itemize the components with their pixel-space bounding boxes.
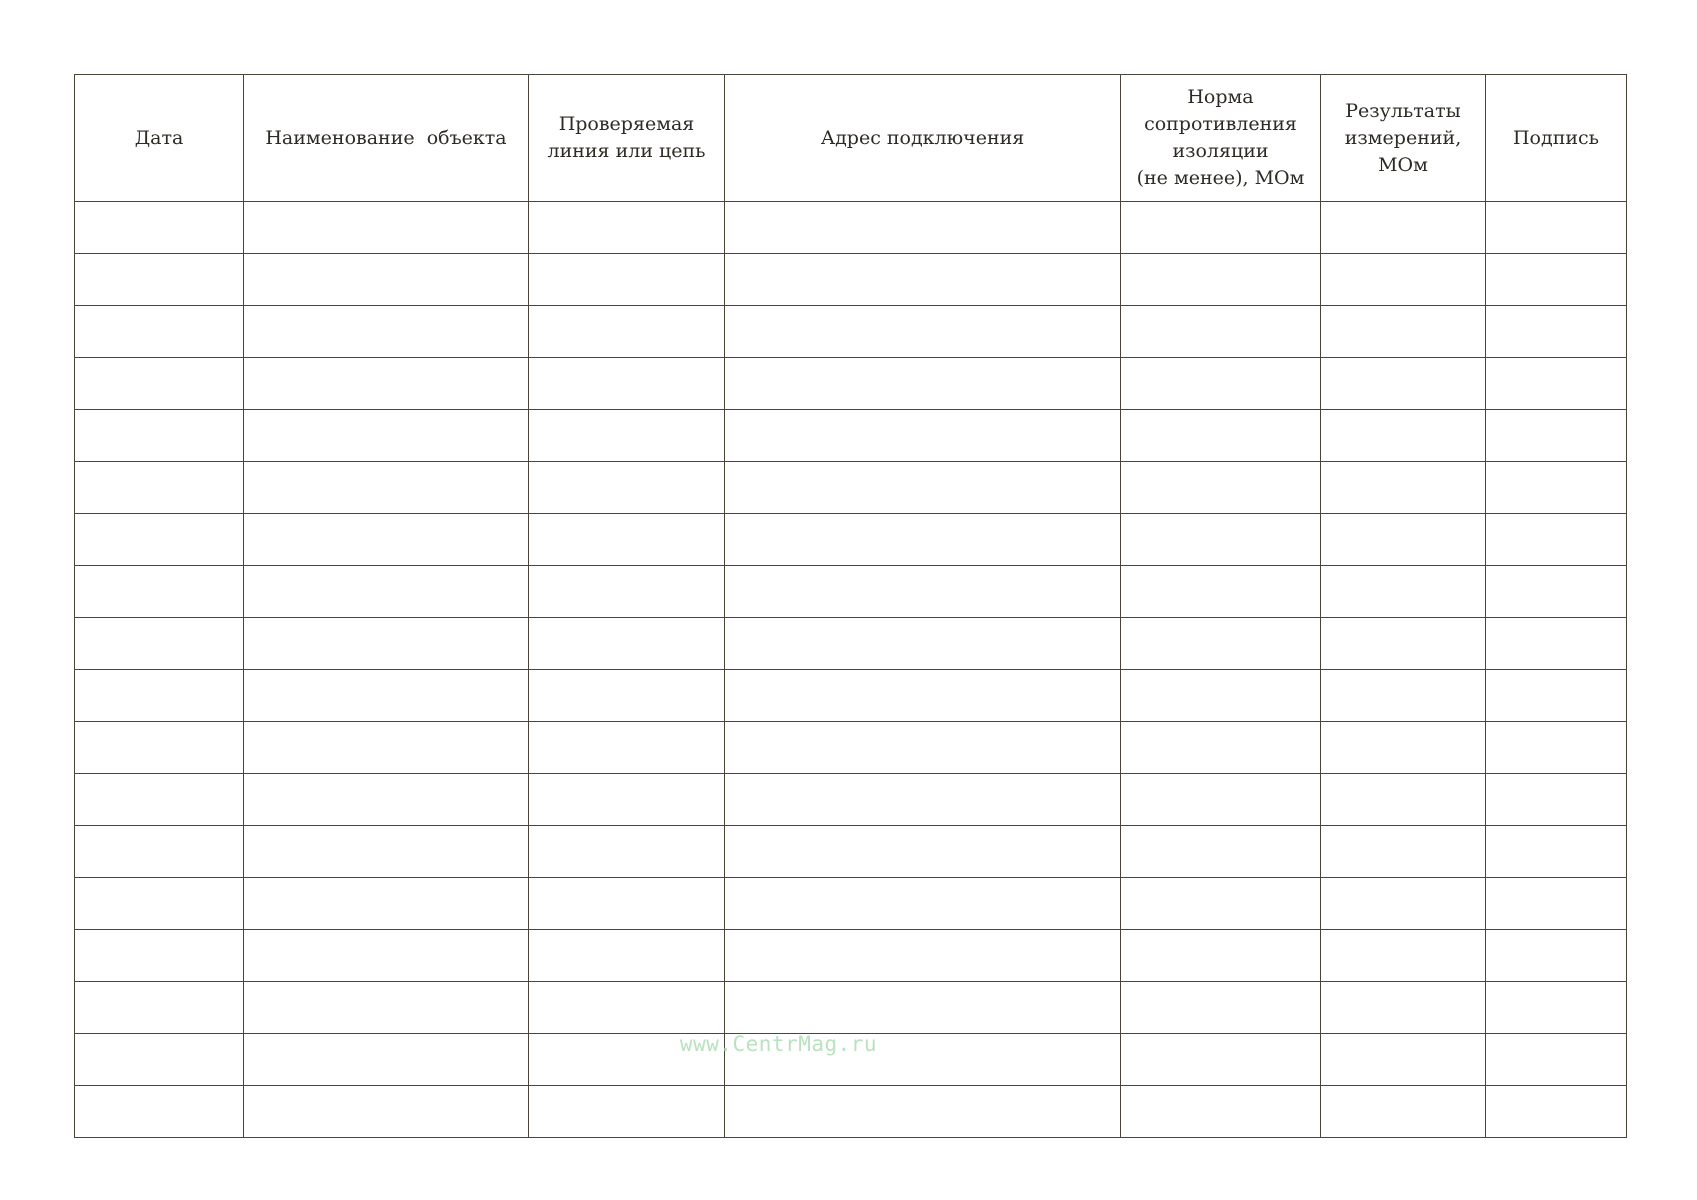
cell-connection-address[interactable]: [725, 202, 1121, 254]
header-checked-line: Проверяемая линия или цепь: [529, 75, 725, 202]
cell-object-name[interactable]: [244, 618, 529, 670]
header-object-name: Наименование объекта: [244, 75, 529, 202]
cell-measurement-results[interactable]: [1321, 566, 1486, 618]
cell-date[interactable]: [75, 462, 244, 514]
cell-connection-address[interactable]: [725, 722, 1121, 774]
cell-date[interactable]: [75, 410, 244, 462]
cell-date[interactable]: [75, 826, 244, 878]
cell-connection-address[interactable]: [725, 514, 1121, 566]
cell-connection-address[interactable]: [725, 774, 1121, 826]
cell-insulation-norm[interactable]: [1121, 774, 1321, 826]
cell-checked-line[interactable]: [529, 670, 725, 722]
cell-insulation-norm[interactable]: [1121, 410, 1321, 462]
table-row: [75, 462, 1627, 514]
cell-connection-address[interactable]: [725, 254, 1121, 306]
cell-signature[interactable]: [1486, 774, 1627, 826]
cell-date[interactable]: [75, 254, 244, 306]
cell-insulation-norm[interactable]: [1121, 254, 1321, 306]
cell-measurement-results[interactable]: [1321, 982, 1486, 1034]
table-row: [75, 514, 1627, 566]
cell-connection-address[interactable]: [725, 462, 1121, 514]
cell-insulation-norm[interactable]: [1121, 618, 1321, 670]
cell-connection-address[interactable]: [725, 410, 1121, 462]
header-connection-address: Адрес подключения: [725, 75, 1121, 202]
cell-object-name[interactable]: [244, 826, 529, 878]
cell-checked-line[interactable]: [529, 774, 725, 826]
table-row: [75, 722, 1627, 774]
cell-checked-line[interactable]: [529, 410, 725, 462]
header-measurement-results: Результаты измерений, МОм: [1321, 75, 1486, 202]
cell-object-name[interactable]: [244, 982, 529, 1034]
cell-insulation-norm[interactable]: [1121, 930, 1321, 982]
cell-object-name[interactable]: [244, 306, 529, 358]
cell-insulation-norm[interactable]: [1121, 878, 1321, 930]
cell-signature[interactable]: [1486, 982, 1627, 1034]
cell-measurement-results[interactable]: [1321, 826, 1486, 878]
insulation-measurement-table: [74, 74, 1627, 1138]
cell-date[interactable]: [75, 202, 244, 254]
cell-connection-address[interactable]: [725, 878, 1121, 930]
cell-signature[interactable]: [1486, 1034, 1627, 1086]
cell-checked-line[interactable]: [529, 722, 725, 774]
cell-signature[interactable]: [1486, 930, 1627, 982]
cell-measurement-results[interactable]: [1321, 202, 1486, 254]
header-date: Дата: [75, 75, 244, 202]
cell-insulation-norm[interactable]: [1121, 566, 1321, 618]
cell-measurement-results[interactable]: [1321, 410, 1486, 462]
cell-object-name[interactable]: [244, 878, 529, 930]
cell-signature[interactable]: [1486, 306, 1627, 358]
cell-checked-line[interactable]: [529, 826, 725, 878]
cell-date[interactable]: [75, 566, 244, 618]
cell-insulation-norm[interactable]: [1121, 358, 1321, 410]
table-row: [75, 358, 1627, 410]
cell-checked-line[interactable]: [529, 618, 725, 670]
cell-object-name[interactable]: [244, 462, 529, 514]
cell-measurement-results[interactable]: [1321, 254, 1486, 306]
cell-object-name[interactable]: [244, 1034, 529, 1086]
cell-checked-line[interactable]: [529, 982, 725, 1034]
cell-signature[interactable]: [1486, 618, 1627, 670]
cell-checked-line[interactable]: [529, 930, 725, 982]
cell-signature[interactable]: [1486, 514, 1627, 566]
cell-measurement-results[interactable]: [1321, 358, 1486, 410]
table-row: [75, 202, 1627, 254]
cell-object-name[interactable]: [244, 254, 529, 306]
cell-connection-address[interactable]: [725, 670, 1121, 722]
cell-signature[interactable]: [1486, 826, 1627, 878]
cell-date[interactable]: [75, 618, 244, 670]
cell-measurement-results[interactable]: [1321, 618, 1486, 670]
table-row: [75, 1034, 1627, 1086]
cell-date[interactable]: [75, 1034, 244, 1086]
cell-date[interactable]: [75, 878, 244, 930]
cell-date[interactable]: [75, 774, 244, 826]
table-row: [75, 982, 1627, 1034]
cell-date[interactable]: [75, 670, 244, 722]
cell-checked-line[interactable]: [529, 878, 725, 930]
cell-date[interactable]: [75, 358, 244, 410]
cell-object-name[interactable]: [244, 202, 529, 254]
cell-measurement-results[interactable]: [1321, 670, 1486, 722]
table-row: [75, 826, 1627, 878]
table-row: [75, 410, 1627, 462]
cell-signature[interactable]: [1486, 462, 1627, 514]
cell-connection-address[interactable]: [725, 1034, 1121, 1086]
cell-measurement-results[interactable]: [1321, 1086, 1486, 1138]
cell-checked-line[interactable]: [529, 462, 725, 514]
cell-connection-address[interactable]: [725, 930, 1121, 982]
table-row: [75, 930, 1627, 982]
cell-object-name[interactable]: [244, 722, 529, 774]
cell-insulation-norm[interactable]: [1121, 982, 1321, 1034]
cell-signature[interactable]: [1486, 254, 1627, 306]
cell-date[interactable]: [75, 1086, 244, 1138]
cell-signature[interactable]: [1486, 358, 1627, 410]
cell-object-name[interactable]: [244, 410, 529, 462]
table-row: [75, 566, 1627, 618]
table-row: [75, 774, 1627, 826]
cell-signature[interactable]: [1486, 878, 1627, 930]
cell-checked-line[interactable]: [529, 566, 725, 618]
cell-date[interactable]: [75, 306, 244, 358]
table-row: [75, 670, 1627, 722]
header-insulation-norm: Норма сопротивления изоляции (не менее), МОм: [1121, 75, 1321, 202]
cell-measurement-results[interactable]: [1321, 1034, 1486, 1086]
cell-measurement-results[interactable]: [1321, 722, 1486, 774]
table-row: [75, 1086, 1627, 1138]
table-body: [75, 202, 1627, 1138]
cell-insulation-norm[interactable]: [1121, 722, 1321, 774]
cell-object-name[interactable]: [244, 930, 529, 982]
cell-signature[interactable]: [1486, 670, 1627, 722]
cell-insulation-norm[interactable]: [1121, 462, 1321, 514]
cell-object-name[interactable]: [244, 514, 529, 566]
table-row: [75, 878, 1627, 930]
cell-insulation-norm[interactable]: [1121, 1034, 1321, 1086]
cell-connection-address[interactable]: [725, 358, 1121, 410]
cell-insulation-norm[interactable]: [1121, 826, 1321, 878]
cell-connection-address[interactable]: [725, 1086, 1121, 1138]
cell-checked-line[interactable]: [529, 254, 725, 306]
cell-measurement-results[interactable]: [1321, 774, 1486, 826]
cell-insulation-norm[interactable]: [1121, 1086, 1321, 1138]
cell-measurement-results[interactable]: [1321, 462, 1486, 514]
cell-insulation-norm[interactable]: [1121, 306, 1321, 358]
cell-date[interactable]: [75, 982, 244, 1034]
table-row: [75, 254, 1627, 306]
cell-insulation-norm[interactable]: [1121, 514, 1321, 566]
cell-measurement-results[interactable]: [1321, 514, 1486, 566]
cell-signature[interactable]: [1486, 566, 1627, 618]
cell-checked-line[interactable]: [529, 1034, 725, 1086]
table-row: [75, 306, 1627, 358]
cell-object-name[interactable]: [244, 670, 529, 722]
cell-connection-address[interactable]: [725, 566, 1121, 618]
cell-insulation-norm[interactable]: [1121, 202, 1321, 254]
cell-checked-line[interactable]: [529, 202, 725, 254]
cell-signature[interactable]: [1486, 410, 1627, 462]
cell-date[interactable]: [75, 722, 244, 774]
cell-checked-line[interactable]: [529, 1086, 725, 1138]
header-signature: Подпись: [1486, 75, 1627, 202]
cell-checked-line[interactable]: [529, 514, 725, 566]
cell-insulation-norm[interactable]: [1121, 670, 1321, 722]
watermark-text: www.CentrMag.ru: [679, 1032, 878, 1056]
cell-signature[interactable]: [1486, 1086, 1627, 1138]
cell-connection-address[interactable]: [725, 826, 1121, 878]
cell-checked-line[interactable]: [529, 306, 725, 358]
cell-object-name[interactable]: [244, 566, 529, 618]
cell-measurement-results[interactable]: [1321, 930, 1486, 982]
cell-measurement-results[interactable]: [1321, 878, 1486, 930]
cell-checked-line[interactable]: [529, 358, 725, 410]
cell-date[interactable]: [75, 514, 244, 566]
cell-connection-address[interactable]: [725, 618, 1121, 670]
cell-signature[interactable]: [1486, 202, 1627, 254]
cell-date[interactable]: [75, 930, 244, 982]
cell-object-name[interactable]: [244, 1086, 529, 1138]
table-row: [75, 618, 1627, 670]
cell-measurement-results[interactable]: [1321, 306, 1486, 358]
cell-connection-address[interactable]: [725, 982, 1121, 1034]
cell-object-name[interactable]: [244, 358, 529, 410]
cell-object-name[interactable]: [244, 774, 529, 826]
cell-signature[interactable]: [1486, 722, 1627, 774]
cell-connection-address[interactable]: [725, 306, 1121, 358]
table-header-row: [75, 75, 1627, 202]
